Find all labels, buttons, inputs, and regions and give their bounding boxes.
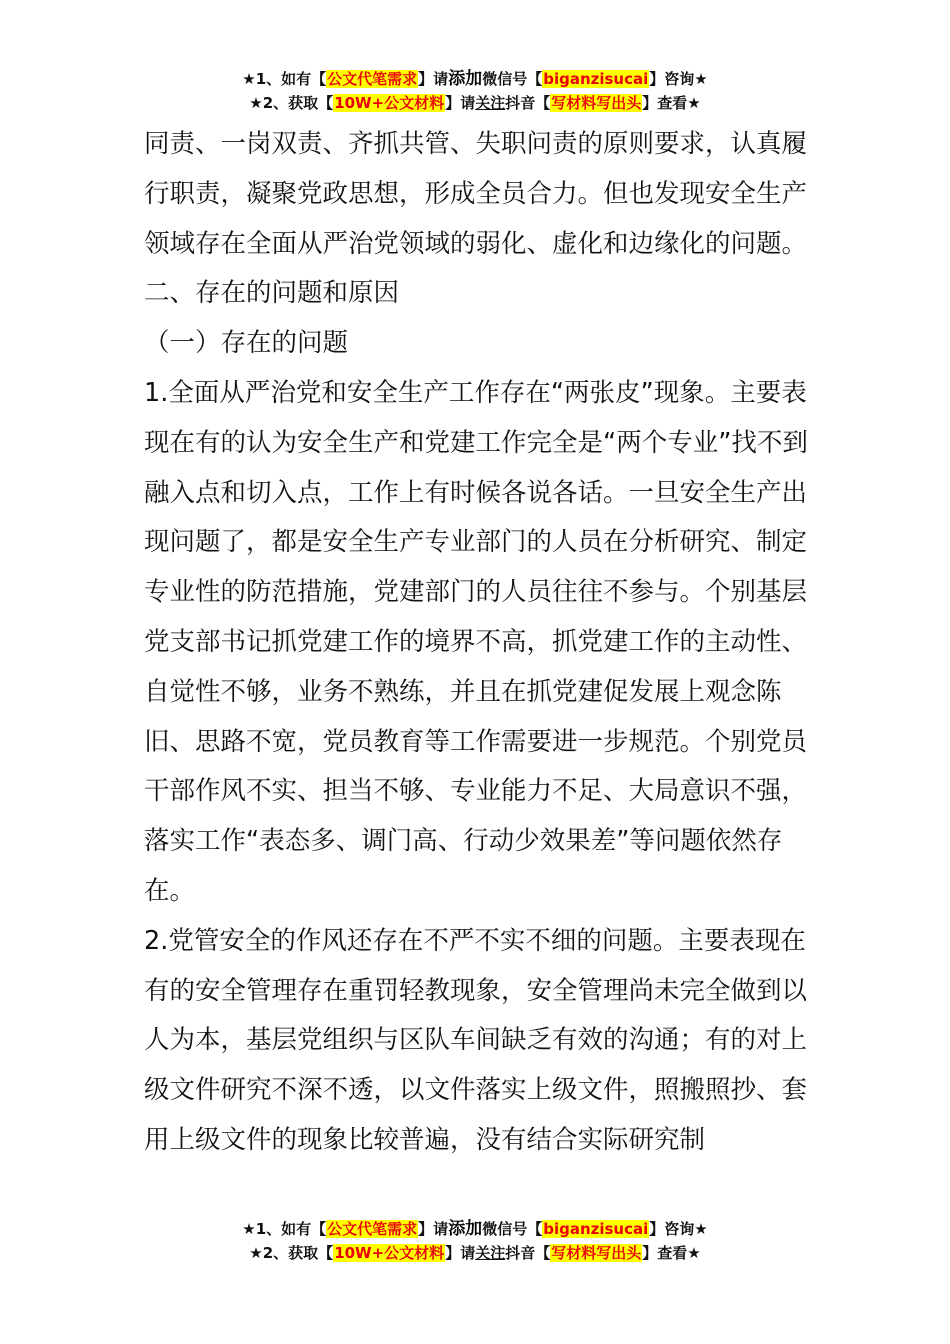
promo-highlight: 公文代笔需求 — [327, 70, 418, 88]
promo-text: ★1、如有【 — [242, 70, 327, 88]
promo-text: 】请 — [418, 70, 449, 88]
promo-text: 】请 — [445, 1244, 476, 1262]
promo-line-1 — [0, 67, 950, 91]
promo-text: ★2、获取【 — [249, 94, 334, 112]
paragraph: 1.全面从严治党和安全生产工作存在“两张皮”现象。主要表现在有的认为安全生产和党建工作完全是“两个专业”找不到融入点和切入点，工作上有时候各说各话。一旦安全生产出现问题了，都是安全生产专业部门的人员在分析研究、制定专业性的防范措施，党建部门的人员往往不参与。个别基层党支部书记抓党建工作的境界不高，抓党建工作的主动性、自觉性不够，业务不熟练，并且在抓党建促发展上观念陈旧、思路不宽，党员教育等工作需要进一步规范。个别党员干部作风不实、担当不够、专业能力不足、大局意识不强，落实工作“表态多、调门高、行动少效果差”等问题依然存在。 — [144, 377, 808, 906]
promo-highlight: 公文代笔需求 — [327, 1220, 418, 1238]
promo-text: 】请 — [418, 1220, 449, 1238]
wechat-id-highlight: biganzisucai — [543, 70, 649, 88]
promo-text: ★2、获取【 — [249, 1244, 334, 1262]
promo-text: 微信号【 — [482, 70, 543, 88]
promo-text: 】咨询★ — [649, 70, 708, 88]
promo-text: ★1、如有【 — [242, 1220, 327, 1238]
promo-line-2 — [0, 91, 950, 115]
promo-text: 添加 — [448, 69, 483, 89]
douyin-highlight: 写材料写出头 — [551, 1244, 642, 1262]
promo-text: 】咨询★ — [649, 1220, 708, 1238]
promo-text: 】请 — [445, 94, 476, 112]
promo-highlight: 10W+公文材料 — [334, 1244, 445, 1262]
promo-text: 添加 — [448, 1219, 483, 1239]
promo-text: 】查看★ — [642, 94, 701, 112]
promo-line-1 — [0, 1217, 950, 1241]
promo-text: 】查看★ — [642, 1244, 701, 1262]
document-body — [144, 120, 808, 1166]
promo-text: 微信号【 — [482, 1220, 543, 1238]
promo-text: 关注 — [475, 1244, 506, 1262]
bottom-promo-banner — [0, 1217, 950, 1265]
promo-text: 关注 — [475, 94, 506, 112]
douyin-highlight: 写材料写出头 — [551, 94, 642, 112]
paragraph: 同责、一岗双责、齐抓共管、失职问责的原则要求，认真履行职责，凝聚党政思想，形成全员合力。但也发现安全生产领域存在全面从严治党领域的弱化、虚化和边缘化的问题。 — [144, 129, 808, 259]
subsection-heading: （一）存在的问题 — [144, 328, 349, 359]
section-heading: 二、存在的问题和原因 — [144, 278, 400, 309]
promo-text: 抖音【 — [505, 94, 551, 112]
paragraph: 2.党管安全的作风还存在不严不实不细的问题。主要表现在有的安全管理存在重罚轻教现象，安全管理尚未完全做到以人为本，基层党组织与区队车间缺乏有效的沟通；有的对上级文件研究不深不透，以文件落实上级文件，照搬照抄、套用上级文件的现象比较普遍，没有结合实际研究制 — [144, 925, 808, 1155]
promo-line-2 — [0, 1241, 950, 1265]
promo-highlight: 10W+公文材料 — [334, 94, 445, 112]
promo-text: 抖音【 — [505, 1244, 551, 1262]
top-promo-banner — [0, 67, 950, 115]
wechat-id-highlight: biganzisucai — [543, 1220, 649, 1238]
